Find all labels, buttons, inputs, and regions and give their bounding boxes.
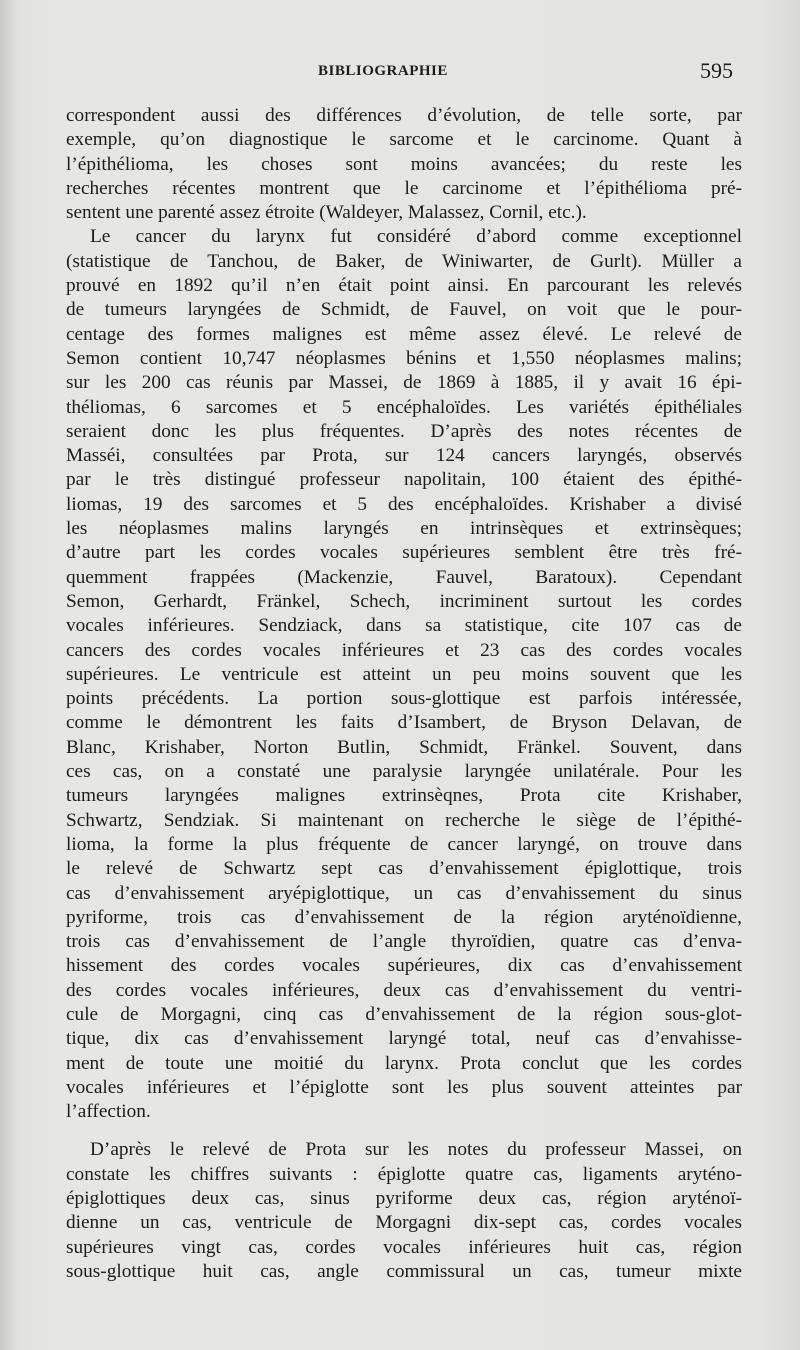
text-line: Schwartz, Sendziak. Si maintenant on recherche le siège de l’épithé- [66, 809, 742, 831]
paragraph [66, 1138, 742, 1284]
text-line: constate les chiffres suivants : épiglotte quatre cas, ligaments aryténo- [66, 1163, 742, 1185]
text-line: cancers des cordes vocales inférieures et 23 cas des cordes vocales [66, 639, 742, 661]
text-line: exemple, qu’on diagnostique le sarcome et le carcinome. Quant à [66, 129, 742, 151]
text-line: par le très distingué professeur napolitain, 100 étaient des épithé- [66, 469, 742, 491]
text-line: cule de Morgagni, cinq cas d’envahissement de la région sous-glot- [66, 1003, 742, 1025]
text-line: lioma, la forme la plus fréquente de cancer laryngé, on trouve dans [66, 833, 742, 855]
text-line: trois cas d’envahissement de l’angle thyroïdien, quatre cas d’enva- [66, 931, 742, 953]
text-line: D’après le relevé de Prota sur les notes du professeur Massei, on [90, 1139, 742, 1161]
text-line: sentent une parenté assez étroite (Waldeyer, Malassez, Cornil, etc.). [66, 202, 587, 224]
page-header [0, 58, 800, 88]
text-line: les néoplasmes malins laryngés en intrinsèques et extrinsèques; [66, 518, 742, 540]
text-line: quemment frappées (Mackenzie, Fauvel, Baratoux). Cependant [66, 566, 742, 588]
text-line: seraient donc les plus fréquentes. D’après des notes récentes de [66, 420, 742, 442]
text-line: l’affection. [66, 1101, 151, 1123]
text-line: prouvé en 1892 qu’il n’en était point ainsi. En parcourant les relevés [66, 275, 742, 297]
text-line: de tumeurs laryngées de Schmidt, de Fauvel, on voit que le pour- [66, 299, 742, 321]
text-line: Semon, Gerhardt, Fränkel, Schech, incriminent surtout les cordes [66, 590, 742, 612]
text-line: des cordes vocales inférieures, deux cas d’envahissement du ventri- [66, 979, 742, 1001]
text-line: ces cas, on a constaté une paralysie laryngée unilatérale. Pour les [66, 761, 742, 783]
paragraph [66, 104, 742, 225]
text-line: centage des formes malignes est même assez élevé. Le relevé de [66, 323, 742, 345]
text-line: Blanc, Krishaber, Norton Butlin, Schmidt, Fränkel. Souvent, dans [66, 736, 742, 758]
body-text [66, 104, 742, 1284]
text-line: liomas, 19 des sarcomes et 5 des encéphaloïdes. Krishaber a divisé [66, 493, 742, 515]
text-line: tique, dix cas d’envahissement laryngé total, neuf cas d’envahisse- [66, 1028, 742, 1050]
text-line: correspondent aussi des différences d’évolution, de telle sorte, par [66, 105, 742, 126]
paragraph [66, 225, 742, 1124]
text-line: vocales inférieures. Sendziack, dans sa statistique, cite 107 cas de [66, 615, 742, 637]
text-line: (statistique de Tanchou, de Baker, de Winiwarter, de Gurlt). Müller a [66, 250, 742, 272]
text-line: l’épithélioma, les choses sont moins avancées; du reste les [66, 153, 742, 175]
text-line: supérieures vingt cas, cordes vocales inférieures huit cas, région [66, 1236, 742, 1258]
text-line: ment de toute une moitié du larynx. Prota conclut que les cordes [66, 1052, 742, 1074]
text-line: supérieures. Le ventricule est atteint un peu moins souvent que les [66, 663, 742, 685]
running-title: BIBLIOGRAPHIE [318, 63, 448, 79]
text-line: vocales inférieures et l’épiglotte sont les plus souvent atteintes par [66, 1076, 742, 1098]
text-line: théliomas, 6 sarcomes et 5 encéphaloïdes. Les variétés épithéliales [66, 396, 742, 418]
text-line: Semon contient 10,747 néoplasmes bénins et 1,550 néoplasmes malins; [66, 347, 742, 369]
text-line: hissement des cordes vocales supérieures, dix cas d’envahissement [66, 955, 742, 977]
text-line: Masséi, consultées par Prota, sur 124 cancers laryngés, observés [66, 445, 742, 467]
text-line: pyriforme, trois cas d’envahissement de la région aryténoïdienne, [66, 906, 742, 928]
text-line: tumeurs laryngées malignes extrinsèqnes, Prota cite Krishaber, [66, 785, 742, 807]
text-line: points précédents. La portion sous-glottique est parfois intéressée, [66, 688, 742, 710]
text-line: comme le démontrent les faits d’Isambert, de Bryson Delavan, de [66, 712, 742, 734]
text-line: sous-glottique huit cas, angle commissural un cas, tumeur mixte [66, 1260, 742, 1282]
paragraph-gap [66, 1124, 742, 1138]
text-line: d’autre part les cordes vocales supérieures semblent être très fré- [66, 542, 742, 564]
page-number: 595 [700, 58, 733, 83]
text-line: cas d’envahissement aryépiglottique, un cas d’envahissement du sinus [66, 882, 742, 904]
text-line: le relevé de Schwartz sept cas d’envahissement épiglottique, trois [66, 858, 742, 880]
text-line: recherches récentes montrent que le carcinome et l’épithélioma pré- [66, 177, 742, 199]
text-line: épiglottiques deux cas, sinus pyriforme deux cas, région aryténoï- [66, 1188, 742, 1210]
text-line: sur les 200 cas réunis par Massei, de 1869 à 1885, il y avait 16 épi- [66, 372, 742, 394]
text-line: dienne un cas, ventricule de Morgagni dix-sept cas, cordes vocales [66, 1212, 742, 1234]
text-line: Le cancer du larynx fut considéré d’abord comme exceptionnel [90, 226, 742, 248]
